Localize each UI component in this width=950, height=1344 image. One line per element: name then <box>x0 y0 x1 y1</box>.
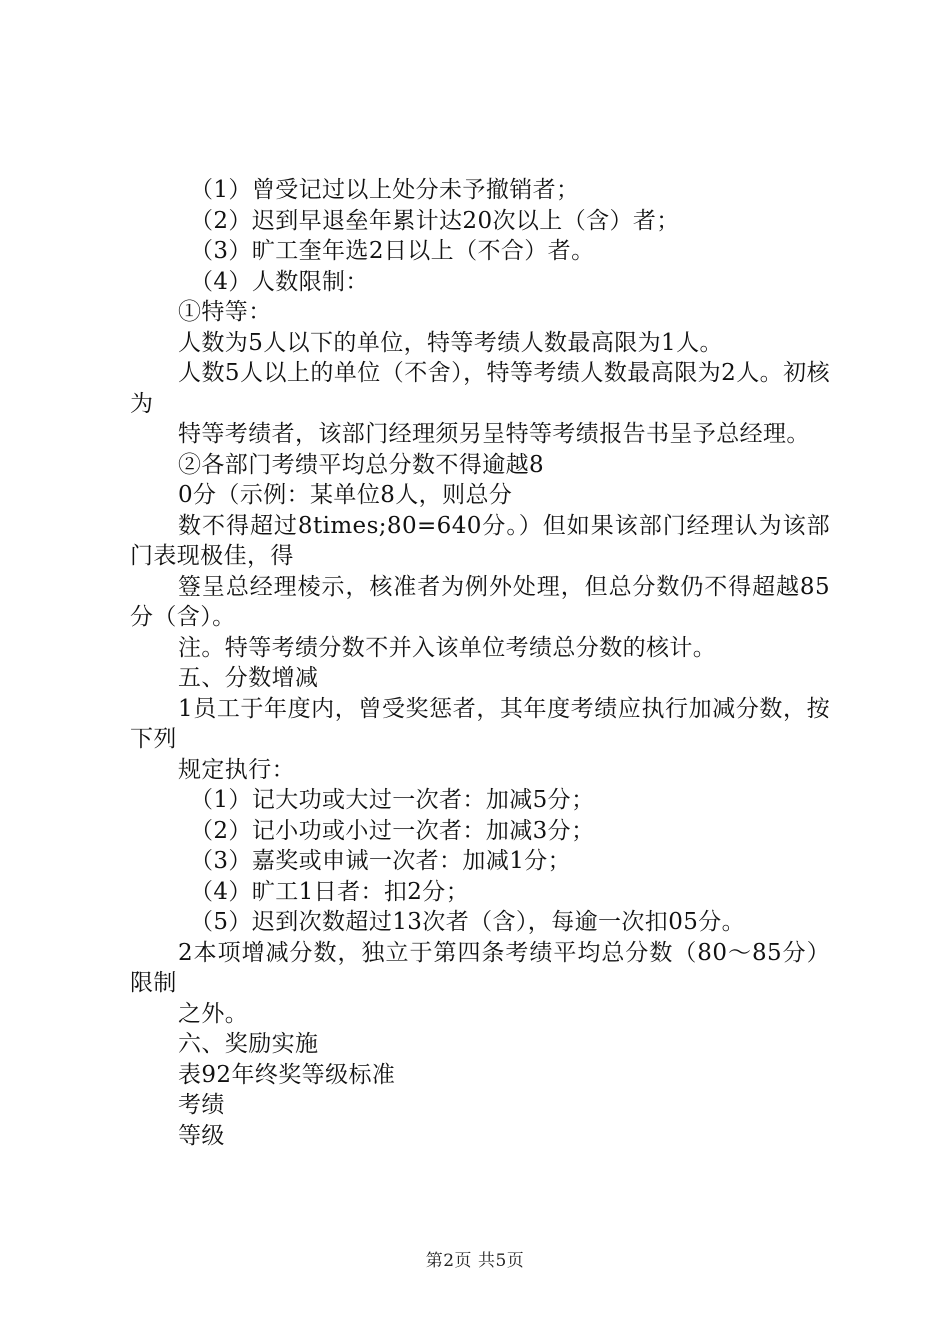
text-line: （2）迟到早退垒年累计达20次以上（含）者； <box>190 207 680 234</box>
text-line: 之外。 <box>178 1000 249 1027</box>
text-paragraph: 2本项增减分数，独立于第四条考绩平均总分数（80～85分）限制 <box>130 939 830 996</box>
text-line: 0分（示例：某单位8人，则总分 <box>178 482 513 508</box>
text-line: 注。特等考绩分数不并入该单位考绩总分数的核计。 <box>178 634 717 661</box>
section-heading: 六、奖励实施 <box>178 1031 319 1057</box>
page-footer: 第2页 共5页 <box>425 1251 525 1271</box>
text-paragraph: 数不得超过8times;80=640分。）但如果该部门经理认为该部门表现极佳，得 <box>130 512 830 569</box>
text-paragraph: 人数5人以上的单位（不舍），特等考绩人数最高限为2人。初核为 <box>130 360 830 417</box>
text-paragraph: 簦呈总经理棱示，核准者为例外处理，但总分数仍不得超越85分（含）。 <box>130 573 830 630</box>
text-paragraph: 特等考绩者，该部门经理须另呈特等考绩报告书呈予总经理。 <box>178 421 810 447</box>
text-line: （4）人数限制： <box>190 268 369 295</box>
text-line: 人数为5人以下的单位，特等考绩人数最高限为1人。 <box>178 329 723 356</box>
text-line: （5）迟到次数超过13次者（含），每逾一次扣05分。 <box>190 909 746 935</box>
text-line: 考绩 <box>178 1092 225 1118</box>
text-line: ①特等： <box>178 299 272 325</box>
text-paragraph: 1员工于年度内，曾受奖惩者，其年度考绩应执行加减分数，按下列 <box>130 695 830 752</box>
table-caption: 表92年终奖等级标准 <box>178 1061 396 1088</box>
text-line: （3）旷工奎年选2日以上（不合）者。 <box>190 238 595 264</box>
text-line: （2）记小功或小过一次者：加减3分； <box>190 817 595 844</box>
section-heading: 五、分数增减 <box>178 665 319 691</box>
text-line: （4）旷工1日者：扣2分； <box>190 878 470 905</box>
text-line: （1）记大功或大过一次者：加减5分； <box>190 787 595 813</box>
text-line: 等级 <box>178 1122 225 1149</box>
text-line: （3）嘉奖或申诫一次者：加减1分； <box>190 848 572 874</box>
text-line: ②各部门考缋平均总分数不得逾越8 <box>178 451 545 478</box>
text-line: （1）曾受记过以上处分未予撤销者； <box>190 177 580 203</box>
document-body <box>130 175 830 1151</box>
text-line: 规定执行： <box>178 756 295 783</box>
